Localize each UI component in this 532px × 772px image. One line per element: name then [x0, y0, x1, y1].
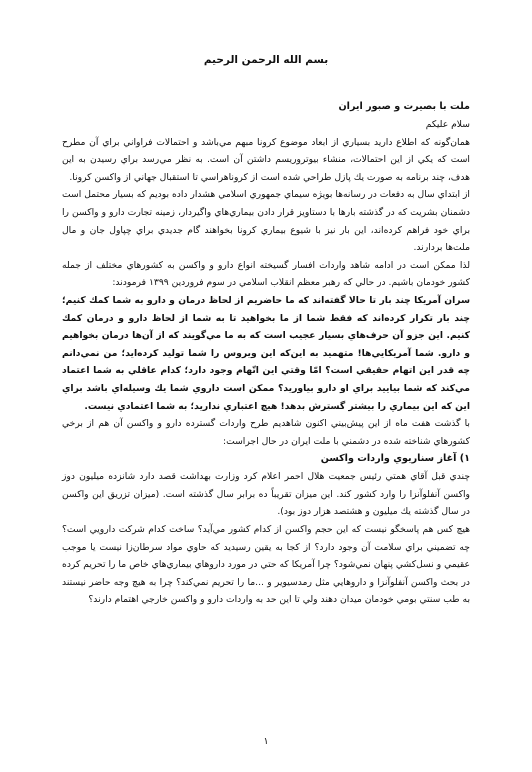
paragraph-warning: از ابتداي سال به دفعات در رسانه‌ها بويژه سيماي جمهوري اسلامي هشدار داده بوديم كه بسيار محتمل است دشمنان بشريت كه در گذشته بارها با دستاويز قرار دادن بيماري‌هاي واگيردار، زمينه تجارت دارو و واكسن را براي خود فراهم كرده‌اند، اين بار نيز با شيوع بيماري كرونا بخواهند گام جديدي براي چپاول جان و مال ملت‌ها بردارند.	[62, 189, 470, 254]
bismillah-heading: بسم الله الرحمن الرحيم	[203, 54, 329, 66]
leader-quote: سران آمريكا چند بار تا حالا گفته‌اند كه ما حاضريم از لحاظ درمان و دارو به شما كمك كنيم؛ چند بار تكرار كرده‌اند كه فقط شما از ما بخواهيد تا به شما از لحاظ دارو و درمان كمك كنيم. اين جزو آن حرف‌هاي بسيار عجيب است كه به ما مي‌گويند كه از آن‌ها درمان بخواهيم و دارو. شما آمريكايي‌ها! متهميد به اين‌كه اين ويروس را شما توليد كرده‌ايد؛ من نمي‌دانم چه قدر اين اتهام حقيقي است؟ امّا وقتي اين اتّهام وجود دارد؛ كدام عاقلي به شما اعتماد مي‌كند كه شما بياييد براي او دارو بياوريد؟ ممكن است داروي شما يك وسيله‌اي باشد براي اين كه اين بيماري را بيشتر گسترش بدهد! هيچ اعتباري نداريد؛ به شما اعتمادي نيست.	[62, 294, 470, 412]
paragraph-import-context: لذا ممكن است در ادامه شاهد واردات افسار گسيخته انواع دارو و واكسن به كشورهاي مختلف از جمله كشور خودمان باشيم. در حالي كه رهبر معظم انقلاب اسلامي در سوم فروردين ۱۳۹۹ فرمودند:	[62, 259, 470, 289]
page-number: ۱	[263, 736, 269, 747]
document-body	[62, 52, 470, 609]
address-line: ملت با بصيرت و صبور ايران	[338, 101, 470, 112]
section-1-title: ۱) آغاز سناريوي واردات واكسن	[320, 453, 470, 465]
paragraph-flu-vaccine-import: چندي قبل آقاي همتي رئيس جمعيت هلال احمر اعلام كرد وزارت بهداشت قصد دارد شانزده ميليون دوز واكسن آنفلوآنزا را وارد كشور كند. اين ميزان تقريباً ده برابر سال گذشته است. (ميزان تزريق اين واكسن در سال گذشته يك ميليون و هشتصد هزار دوز بود).	[62, 471, 470, 518]
paragraph-intro: همان‌گونه كه اطلاع داريد بسياري از ابعاد موضوع كرونا مبهم مي‌باشد و احتمالات فراواني براي آن مطرح است كه يكي از اين احتمالات، منشاء بيوتروريسم داشتن آن است. به نظر مي‌رسد براي رسيدن به اين هدف، چند برنامه به صورت يك پازل طراحي شده است از كروناهراسي تا استقبال جهاني از واكسن كرونا.	[62, 136, 470, 183]
paragraph-seven-months: با گذشت هفت ماه از اين پيش‌بيني اكنون شاهديم طرح واردات گسترده دارو و واكسن آن هم از برخي كشورهاي شناخته شده در دشمني با ملت ايران در حال اجراست:	[62, 418, 470, 447]
greeting-line: سلام عليكم	[425, 119, 470, 130]
paragraph-questions: هيچ كس هم پاسخگو نيست كه اين حجم واكسن از كدام كشور مي‌آيد؟ ساخت كدام شركت دارويي است؟ چه تضميني براي سلامت آن وجود دارد؟ از كجا به يقين رسيديد كه حاوي مواد سرطان‌زا نيست يا موجب عقيمي و نسل‌كشي پنهان نمي‌شود؟ چرا آمريكا كه حتي در مورد داروهاي بيماري‌هاي خاص ما را تحريم كرده در بحث واكسن آنفلوآنزا و داروهايي مثل رمدسيوير و ...ما را تحريم نمي‌كند؟ چرا به هيچ وجه حاضر نيستند به طب سنتي بومي خودمان ميدان دهند ولي تا اين حد به واردات دارو و واكسن خارجي اهتمام دارند؟	[62, 524, 470, 606]
